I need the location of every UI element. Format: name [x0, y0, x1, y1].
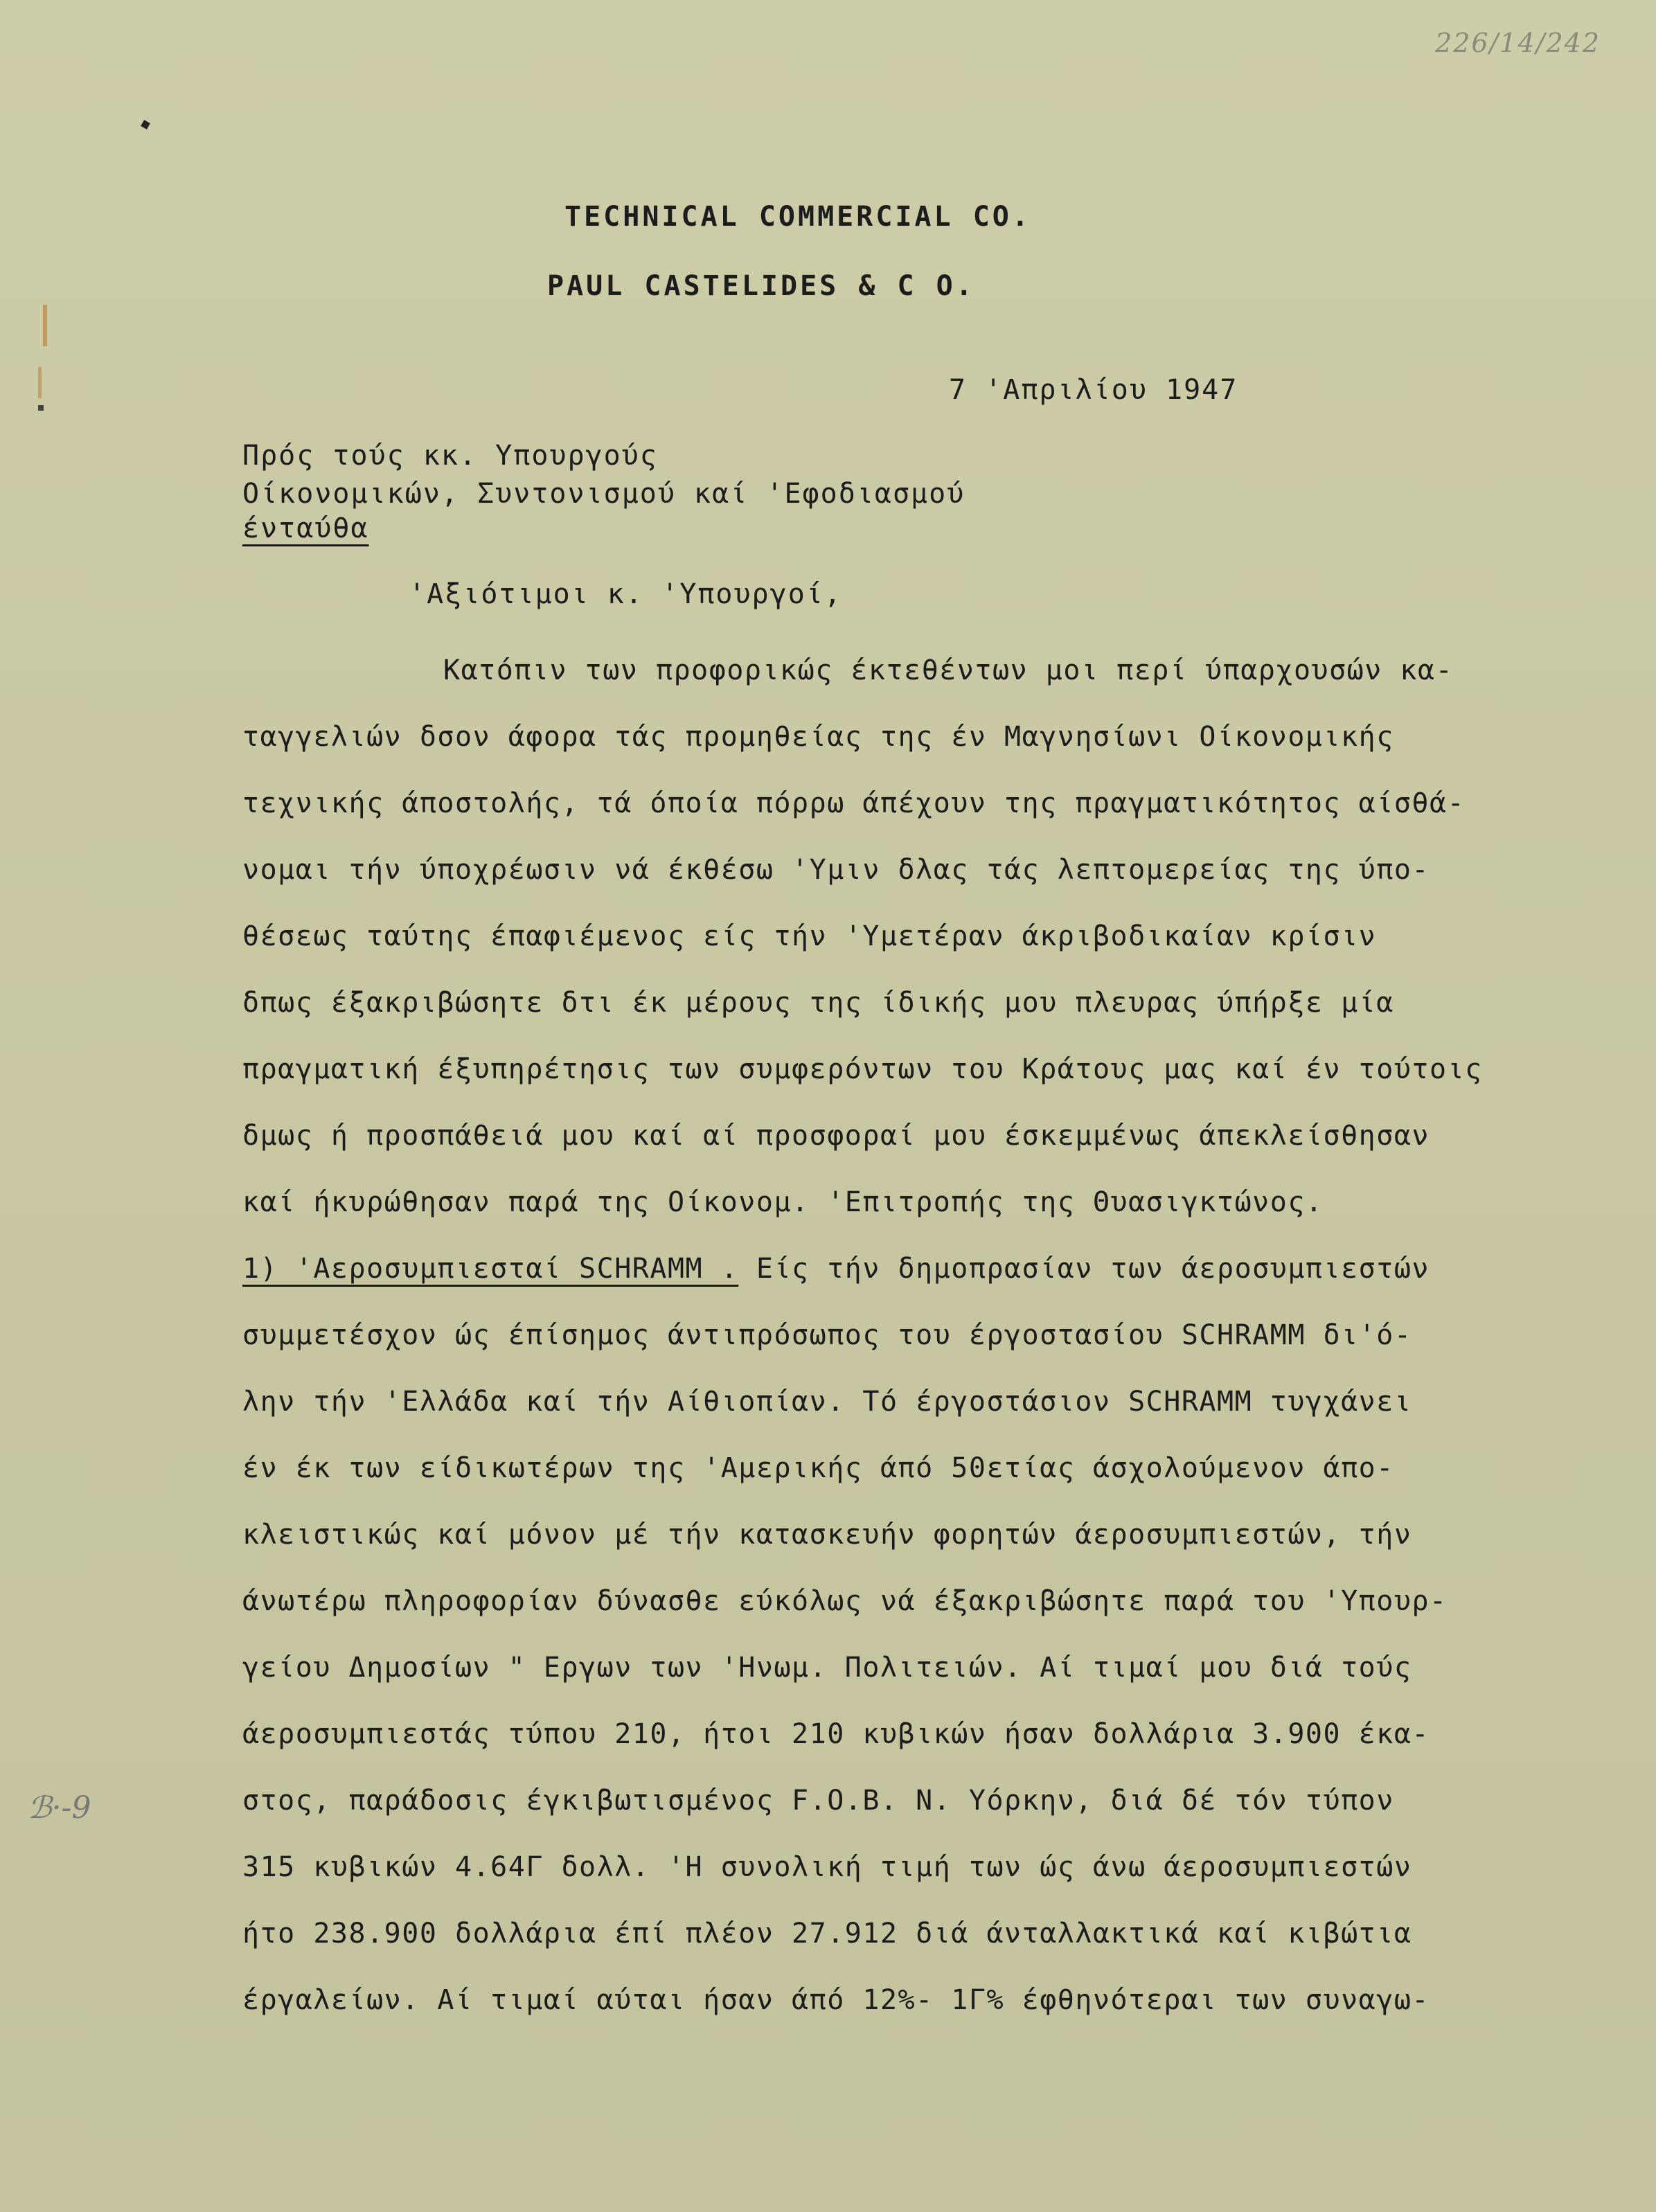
margin-handwriting: ℬ·-9: [28, 1790, 91, 1826]
body-line: έν έκ των είδικωτέρων της 'Αμερικής άπό 50ετίας άσχολούμενον άπο-: [242, 1452, 1394, 1484]
letter-body: [242, 637, 1628, 2033]
point-1-first-line: [242, 1236, 1628, 1302]
body-line: συμμετέσχον ώς έπίσημος άντιπρόσωπος του έργοστασίου SCHRAMM δι'ό-: [242, 1319, 1412, 1351]
body-line: λην τήν 'Ελλάδα καί τήν Αίθιοπίαν. Τό έργοστάσιον SCHRAMM τυγχάνει: [242, 1386, 1412, 1418]
ink-mark: [38, 405, 44, 411]
body-line: ήτο 238.900 δολλάρια έπί πλέον 27.912 διά άνταλλακτικά καί κιβώτια: [242, 1918, 1412, 1950]
body-line: έργαλείων. Αί τιμαί αύται ήσαν άπό 12%- 1Γ% έφθηνότεραι των συναγω-: [242, 1984, 1430, 2016]
body-line: 315 κυβικών 4.64Γ δολλ. 'Η συνολική τιμή των ώς άνω άεροσυμπιεστών: [242, 1851, 1412, 1883]
body-line: άεροσυμπιεστάς τύπου 210, ήτοι 210 κυβικών ήσαν δολλάρια 3.900 έκα-: [242, 1718, 1430, 1750]
body-line: κλειστικώς καί μόνον μέ τήν κατασκευήν φορητών άεροσυμπιεστών, τήν: [242, 1519, 1412, 1551]
recipient-line-2: Οίκονομικών, Συντονισμού καί 'Εφοδιασμού: [242, 478, 965, 510]
body-line: άνωτέρω πληροφορίαν δύνασθε εύκόλως νά έξακριβώσητε παρά του 'Υπουρ-: [242, 1585, 1448, 1617]
recipient-line-3: ένταύθα: [242, 512, 369, 544]
body-line: δμως ή προσπάθειά μου καί αί προσφοραί μου έσκεμμένως άπεκλείσθησαν: [242, 1120, 1430, 1152]
body-line: νομαι τήν ύποχρέωσιν νά έκθέσω 'Υμιν δλας τάς λεπτομερείας της ύπο-: [242, 854, 1430, 886]
body-line: ταγγελιών δσον άφορα τάς προμηθείας της έν Μαγνησίωνι Οίκονομικής: [242, 721, 1394, 753]
body-line: Κατόπιν των προφορικώς έκτεθέντων μοι περί ύπαρχουσών κα-: [443, 654, 1454, 686]
archive-reference-number: 226/14/242: [1434, 28, 1601, 58]
body-line: πραγματική έξυπηρέτησις των συμφερόντων του Κράτους μας καί έν τούτοις: [242, 1053, 1483, 1085]
body-line: δπως έξακριβώσητε δτι έκ μέρους της ίδικής μου πλευρας ύπήρξε μία: [242, 987, 1394, 1019]
letter-date: 7 'Απριλίου 1947: [949, 374, 1238, 406]
body-line: τεχνικής άποστολής, τά όποία πόρρω άπέχουν της πραγματικότητος αίσθά-: [242, 787, 1466, 819]
ink-mark: [141, 120, 150, 130]
letterhead-firm: PAUL CASTELIDES & C O.: [547, 270, 975, 302]
margin-mark: [38, 367, 42, 398]
point-1-heading: 1) 'Αεροσυμπιεσταί SCHRAMM .: [242, 1253, 739, 1285]
point-1-text: Είς τήν δημοπρασίαν των άεροσυμπιεστών: [738, 1253, 1430, 1285]
salutation: 'Αξιότιμοι κ. 'Υπουργοί,: [409, 578, 842, 610]
body-line: γείου Δημοσίων " Εργων των 'Ηνωμ. Πολιτειών. Αί τιμαί μου διά τούς: [242, 1652, 1412, 1684]
letterhead-company: TECHNICAL COMMERCIAL CO.: [564, 201, 1031, 233]
margin-mark: [43, 305, 47, 346]
recipient-line-1: Πρός τούς κκ. Υπουργούς: [242, 440, 658, 472]
body-line: στος, παράδοσις έγκιβωτισμένος F.O.B. Ν. Υόρκην, διά δέ τόν τύπον: [242, 1785, 1394, 1817]
body-line: θέσεως ταύτης έπαφιέμενος είς τήν 'Υμετέραν άκριβοδικαίαν κρίσιν: [242, 920, 1377, 952]
body-line: καί ήκυρώθησαν παρά της Οίκονομ. 'Επιτροπής της Θυασιγκτώνος.: [242, 1186, 1324, 1218]
